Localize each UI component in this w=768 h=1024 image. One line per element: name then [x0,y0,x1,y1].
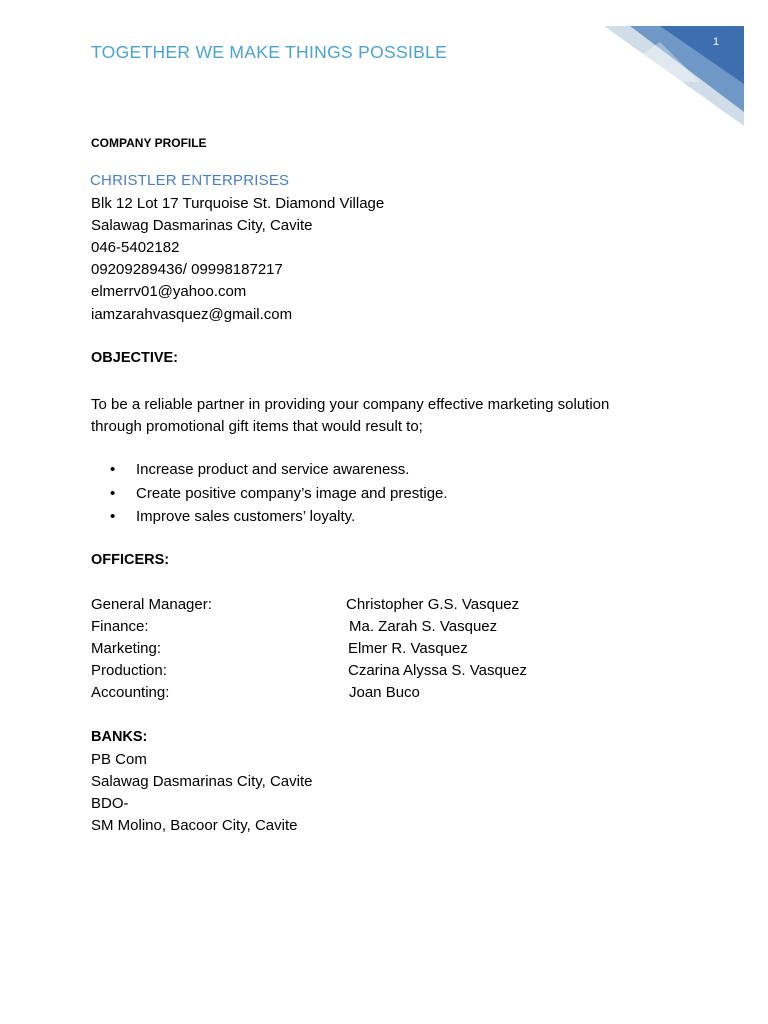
bank-line: Salawag Dasmarinas City, Cavite [91,773,313,790]
phone-number: 046-5402182 [91,239,180,256]
bullet-icon: • [110,484,116,502]
email-2: iamzarahvasquez@gmail.com [91,306,293,323]
officer-role: Production: [91,662,167,679]
banks-heading: BANKS: [91,729,148,745]
officer-name: Joan Buco [349,684,420,701]
bullet-icon: • [110,461,116,478]
bullet-icon: • [110,508,116,525]
officer-role: Finance: [91,618,149,635]
company-name: CHRISTLER ENTERPRISES [90,172,290,189]
section-label: COMPANY PROFILE [91,136,207,150]
objective-heading: OBJECTIVE: [91,350,179,366]
corner-decoration [600,22,768,132]
mobile-numbers: 09209289436/ 09998187217 [91,261,283,278]
address-line-1: Blk 12 Lot 17 Turquoise St. Diamond Village [91,195,385,212]
officers-heading: OFFICERS: [91,552,170,568]
officer-name: Ma. Zarah S. Vasquez [349,618,498,635]
header-tagline: TOGETHER WE MAKE THINGS POSSIBLE [91,42,448,62]
objective-bullet-list [110,460,448,531]
objective-paragraph [91,394,691,438]
bank-line: BDO- [91,795,129,812]
officer-name: Elmer R. Vasquez [348,640,468,657]
list-item: • Increase product and service awareness. [110,461,410,478]
objective-line-1: To be a reliable partner in providing your company effective marketing solution [91,396,610,413]
bank-line: SM Molino, Bacoor City, Cavite [91,817,298,834]
objective-line-2: through promotional gift items that would result to; [91,418,423,435]
email-1: elmerrv01@yahoo.com [91,283,247,300]
list-item: • Improve sales customers’ loyalty. [110,508,356,525]
list-item: • Create positive company’s image and prestige. [110,484,448,502]
officer-role: General Manager: [91,596,212,613]
officer-role: Marketing: [91,640,162,657]
officer-name: Christopher G.S. Vasquez [346,596,520,613]
bank-line: PB Com [91,751,147,768]
officer-name: Czarina Alyssa S. Vasquez [348,662,527,679]
page-number: 1 [712,36,720,48]
officer-role: Accounting: [91,684,170,701]
address-line-2: Salawag Dasmarinas City, Cavite [91,217,313,234]
